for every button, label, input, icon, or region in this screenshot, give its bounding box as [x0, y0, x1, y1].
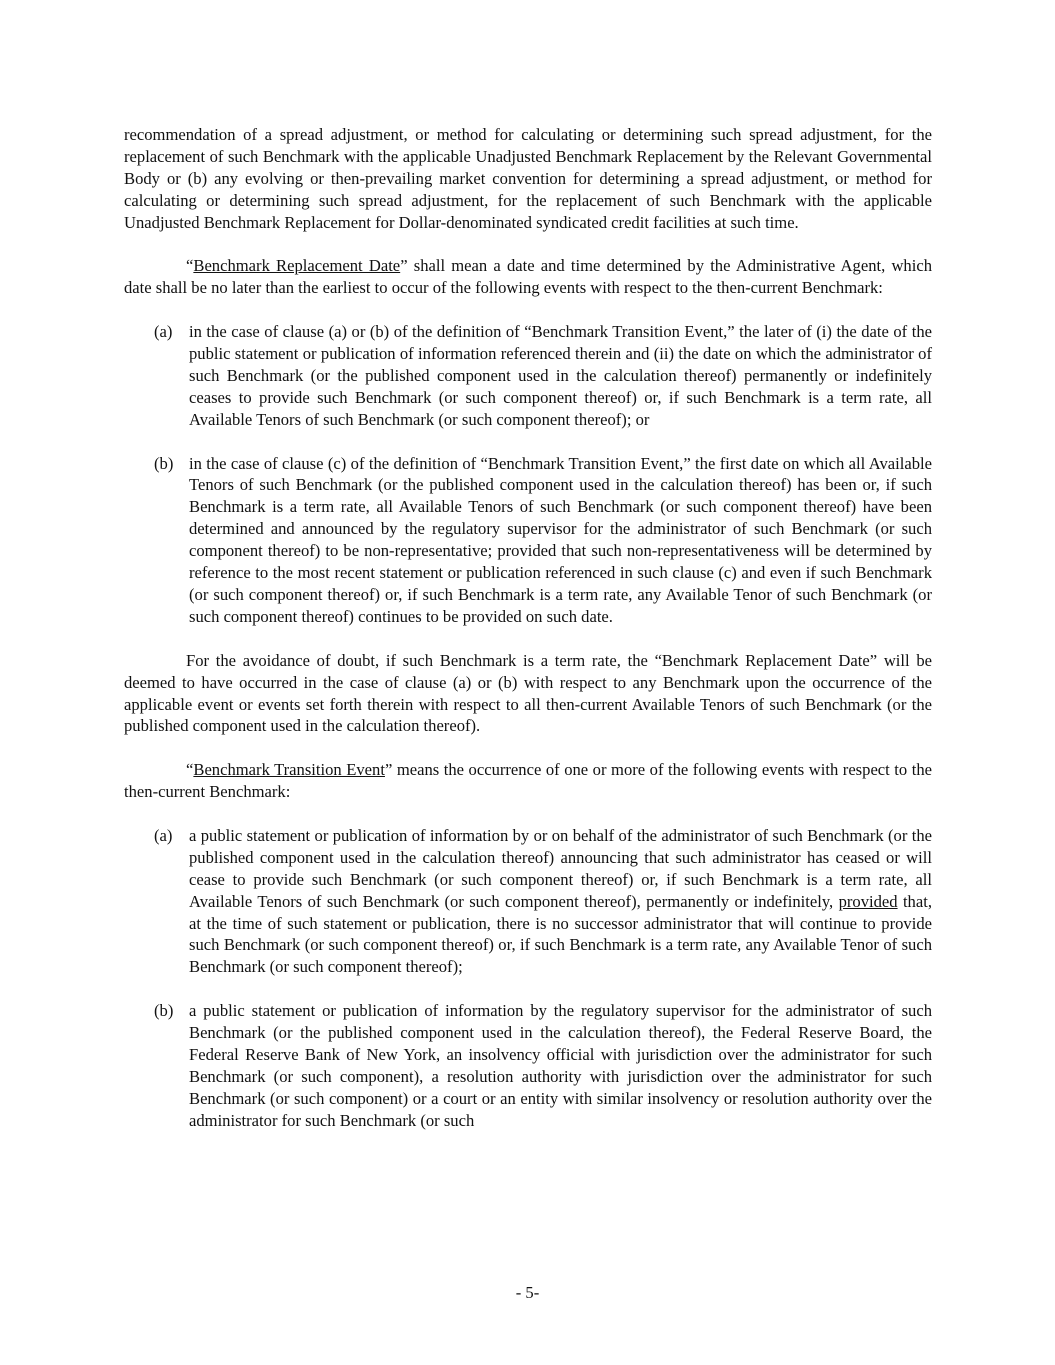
list-item [124, 321, 932, 431]
list-item-text: a public statement or publication of information by the regulatory supervisor for the administrator of such Benchmark (or the published component used in the calculation thereof), the Federal Reserve Board, the Federal Reserve Bank of New York, an insolvency official with jurisdiction over the administrator for such Benchmark (or such component), a resolution authority with jurisdiction over the administrator for such Benchmark (or such component) or a court or an entity with similar insolvency or resolution authority over the administrator for such Benchmark (or such [189, 1001, 932, 1130]
list-item [124, 1000, 932, 1131]
paragraph-avoidance-of-doubt: For the avoidance of doubt, if such Benchmark is a term rate, the “Benchmark Replacement Date” will be deemed to have occurred in the case of clause (a) or (b) with respect to any Benchmark upon the occurrence of the applicable event or events set forth therein with respect to all then-current Available Tenors of such Benchmark (or the published component used in the calculation thereof). [124, 650, 932, 736]
definition-benchmark-replacement-date [124, 255, 932, 299]
list-item-label: (a) [154, 322, 173, 342]
list-item-label: (b) [154, 1001, 174, 1021]
document-page [124, 124, 932, 1132]
list-item [124, 825, 932, 978]
list-item-label: (a) [154, 825, 173, 845]
list-item-text: in the case of clause (a) or (b) of the definition of “Benchmark Transition Event,” the later of (i) the date of the public statement or publication of information referenced therein and (ii) the date on which the administrator of such Benchmark (or the published component used in the calculation thereof) permanently or indefinitely ceases to provide such Benchmark (or such component thereof) or, if such Benchmark is a term rate, all Available Tenors of such Benchmark (or such component thereof); or [189, 322, 932, 429]
defined-term: Benchmark Replacement Date [193, 256, 401, 276]
list-item-text-after: that, at the time of such statement or publication, there is no successor administrator that will continue to provide such Benchmark (or such component thereof) or, if such Benchmark is a term rate, any Available Tenor of such Benchmark (or such component thereof); [189, 891, 932, 977]
page-number: - 5- [515, 1283, 540, 1302]
list-item-text-before: a public statement or publication of information by or on behalf of the administrator of such Benchmark (or the published component used in the calculation thereof) announcing that such administrator has ceased or will cease to provide such Benchmark (or such component thereof) or, if such Benchmark is a term rate, all Available Tenors of such Benchmark (or such component thereof), permanently or indefinitely, [189, 825, 932, 911]
definition-text: ” shall mean a date and time determined by the Administrative Agent, which date shall be no later than the earliest to occur of the following events with respect to the then-current Benchmark: [124, 256, 932, 298]
underlined-proviso: provided [838, 891, 898, 911]
defined-term: Benchmark Transition Event [193, 760, 385, 780]
open-quote: “ [186, 760, 194, 780]
open-quote: “ [186, 256, 194, 276]
paragraph-spread-adjustment: recommendation of a spread adjustment, or method for calculating or determining such spread adjustment, for the replacement of such Benchmark with the applicable Unadjusted Benchmark Replacement by the Relevant Governmental Body or (b) any evolving or then-prevailing market convention for determining a spread adjustment, or method for calculating or determining such spread adjustment, for the replacement of such Benchmark with the applicable Unadjusted Benchmark Replacement for Dollar-denominated syndicated credit facilities at such time. [124, 125, 932, 232]
list-item-text: in the case of clause (c) of the definition of “Benchmark Transition Event,” the first date on which all Available Tenors of such Benchmark (or the published component used in the calculation thereof) has been or, if such Benchmark is a term rate, all Available Tenors of such Benchmark (or such component thereof) have been determined and announced by the regulatory supervisor for the administrator of such Benchmark (or such component thereof) to be non-representative; provided that such non-representativeness will be determined by reference to the most recent statement or publication referenced in such clause (c) and even if such Benchmark (or such component thereof) or, if such Benchmark is a term rate, any Available Tenor of such Benchmark (or such component thereof) continues to be provided on such date. [189, 453, 932, 626]
definition-benchmark-transition-event [124, 759, 932, 803]
list-item-label: (b) [154, 453, 174, 473]
definition-text: ” means the occurrence of one or more of the following events with respect to the then-current Benchmark: [124, 760, 933, 802]
list-item [124, 453, 932, 628]
list-item-text [189, 825, 932, 978]
